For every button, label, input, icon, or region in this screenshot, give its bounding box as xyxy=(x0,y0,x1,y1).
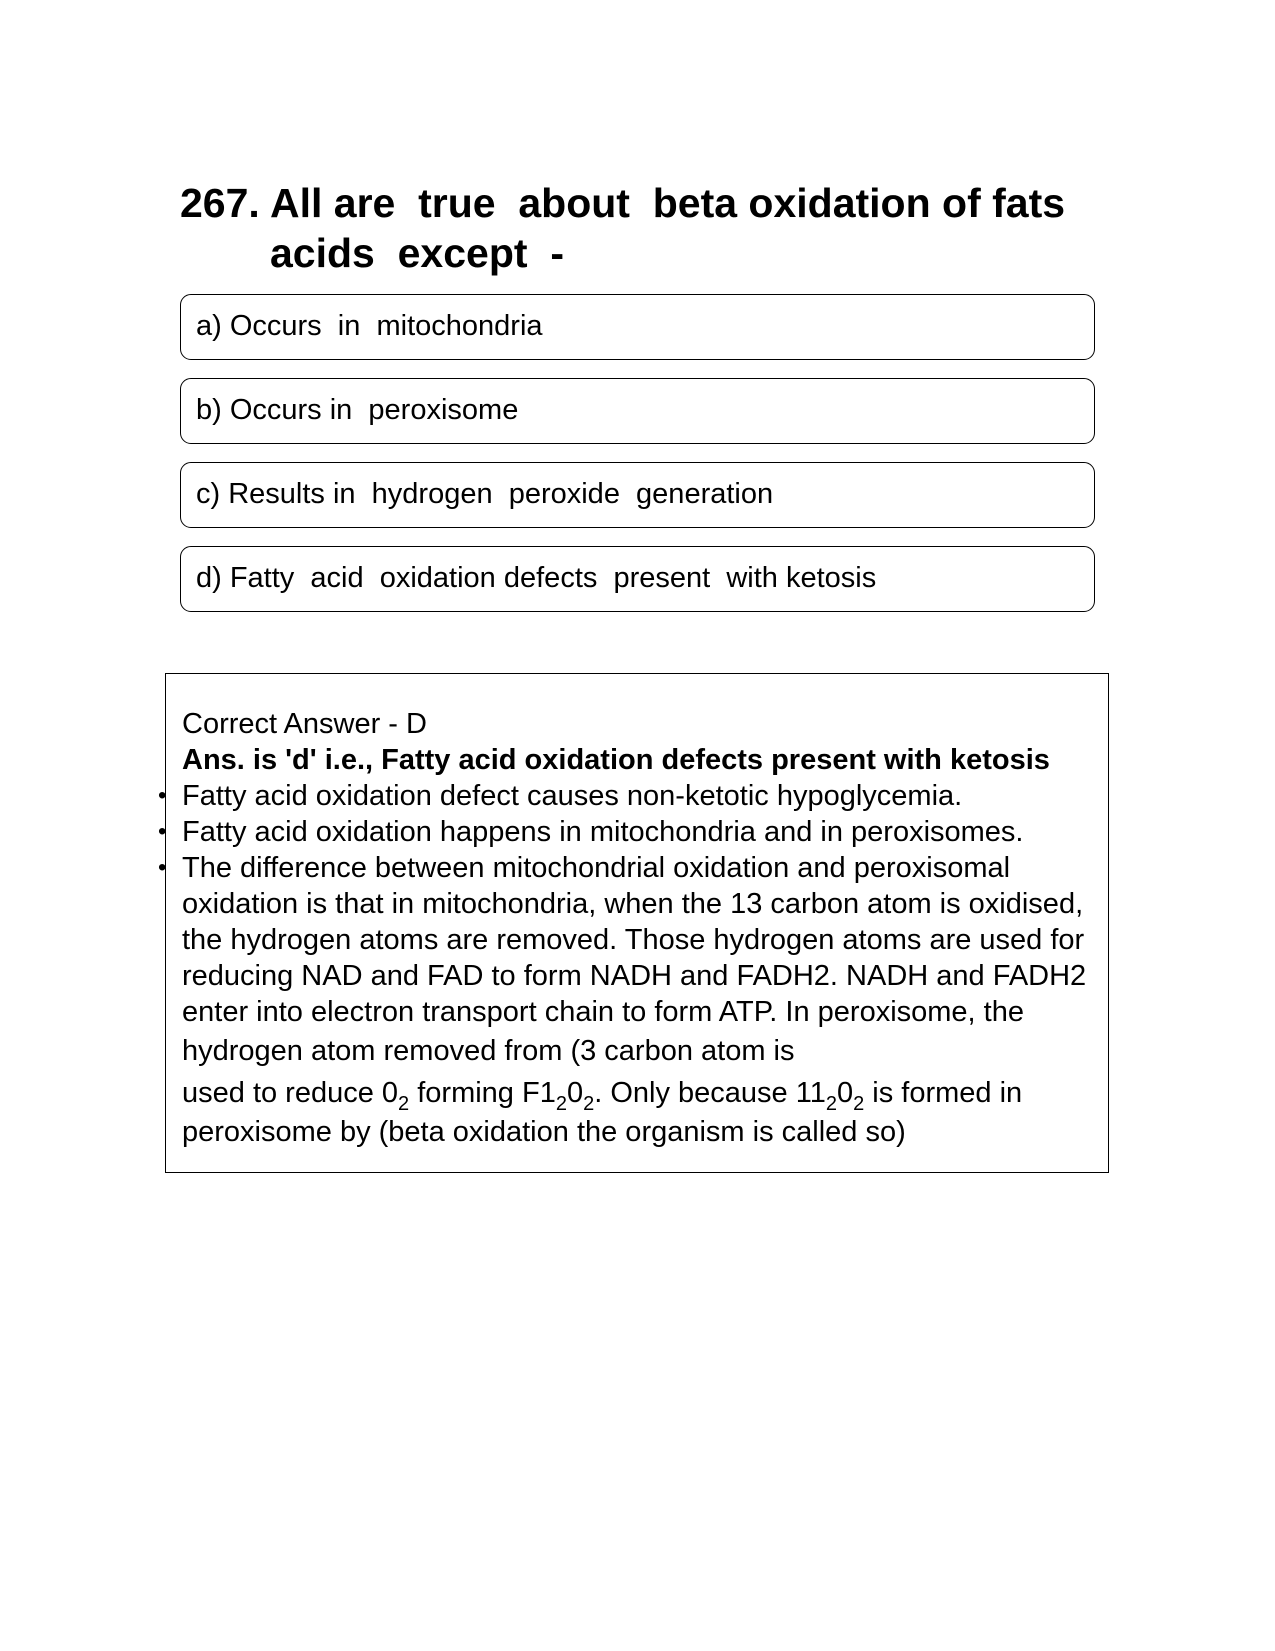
bullet-icon: • xyxy=(158,818,167,845)
bullet-item xyxy=(158,814,1097,850)
final-line: peroxisome by (beta oxidation the organism is called so) xyxy=(182,1116,906,1148)
bullet-icon: • xyxy=(158,854,167,881)
bullet-text: Fatty acid oxidation happens in mitochondria and in peroxisomes. xyxy=(182,816,1024,848)
bullet-item xyxy=(158,778,1097,814)
question-heading xyxy=(180,178,1100,278)
option-d[interactable]: d) Fatty acid oxidation defects present with ketosis xyxy=(180,546,1095,612)
option-a[interactable]: a) Occurs in mitochondria xyxy=(180,294,1095,360)
answer-content xyxy=(158,706,1097,1150)
question-text: All are true about beta oxidation of fats acids except - xyxy=(270,180,1077,276)
bullet-text: The difference between mitochondrial oxidation and peroxisomal oxidation is that in mitochondria, when the 13 carbon atom is oxidised, the hydrogen atoms are removed. Those hydrogen atoms are used for reducing NAD and FAD to form NADH and FADH2. NADH and FADH2 enter into electron transport chain to form ATP. In peroxisome, the hydrogen atom removed from (3 carbon atom is xyxy=(182,852,1087,1067)
bullet-item xyxy=(158,850,1097,1150)
bullet-icon: • xyxy=(158,782,167,809)
explanation-heading: Ans. is 'd' i.e., Fatty acid oxidation defects present with ketosis xyxy=(182,744,1050,776)
answer-explanation-box xyxy=(158,673,1109,1173)
question-number: 267. xyxy=(180,180,260,226)
bullet-text: Fatty acid oxidation defect causes non-ketotic hypoglycemia. xyxy=(182,780,963,812)
option-b[interactable]: b) Occurs in peroxisome xyxy=(180,378,1095,444)
explanation-bullets xyxy=(158,778,1097,1150)
correct-answer-line: Correct Answer - D xyxy=(182,708,427,740)
reduction-formula-text: used to reduce $0_2$ forming $F1_20_2$. Only because $11_20_2$ is formed in xyxy=(182,1077,1023,1115)
option-c[interactable]: c) Results in hydrogen peroxide generation xyxy=(180,462,1095,528)
